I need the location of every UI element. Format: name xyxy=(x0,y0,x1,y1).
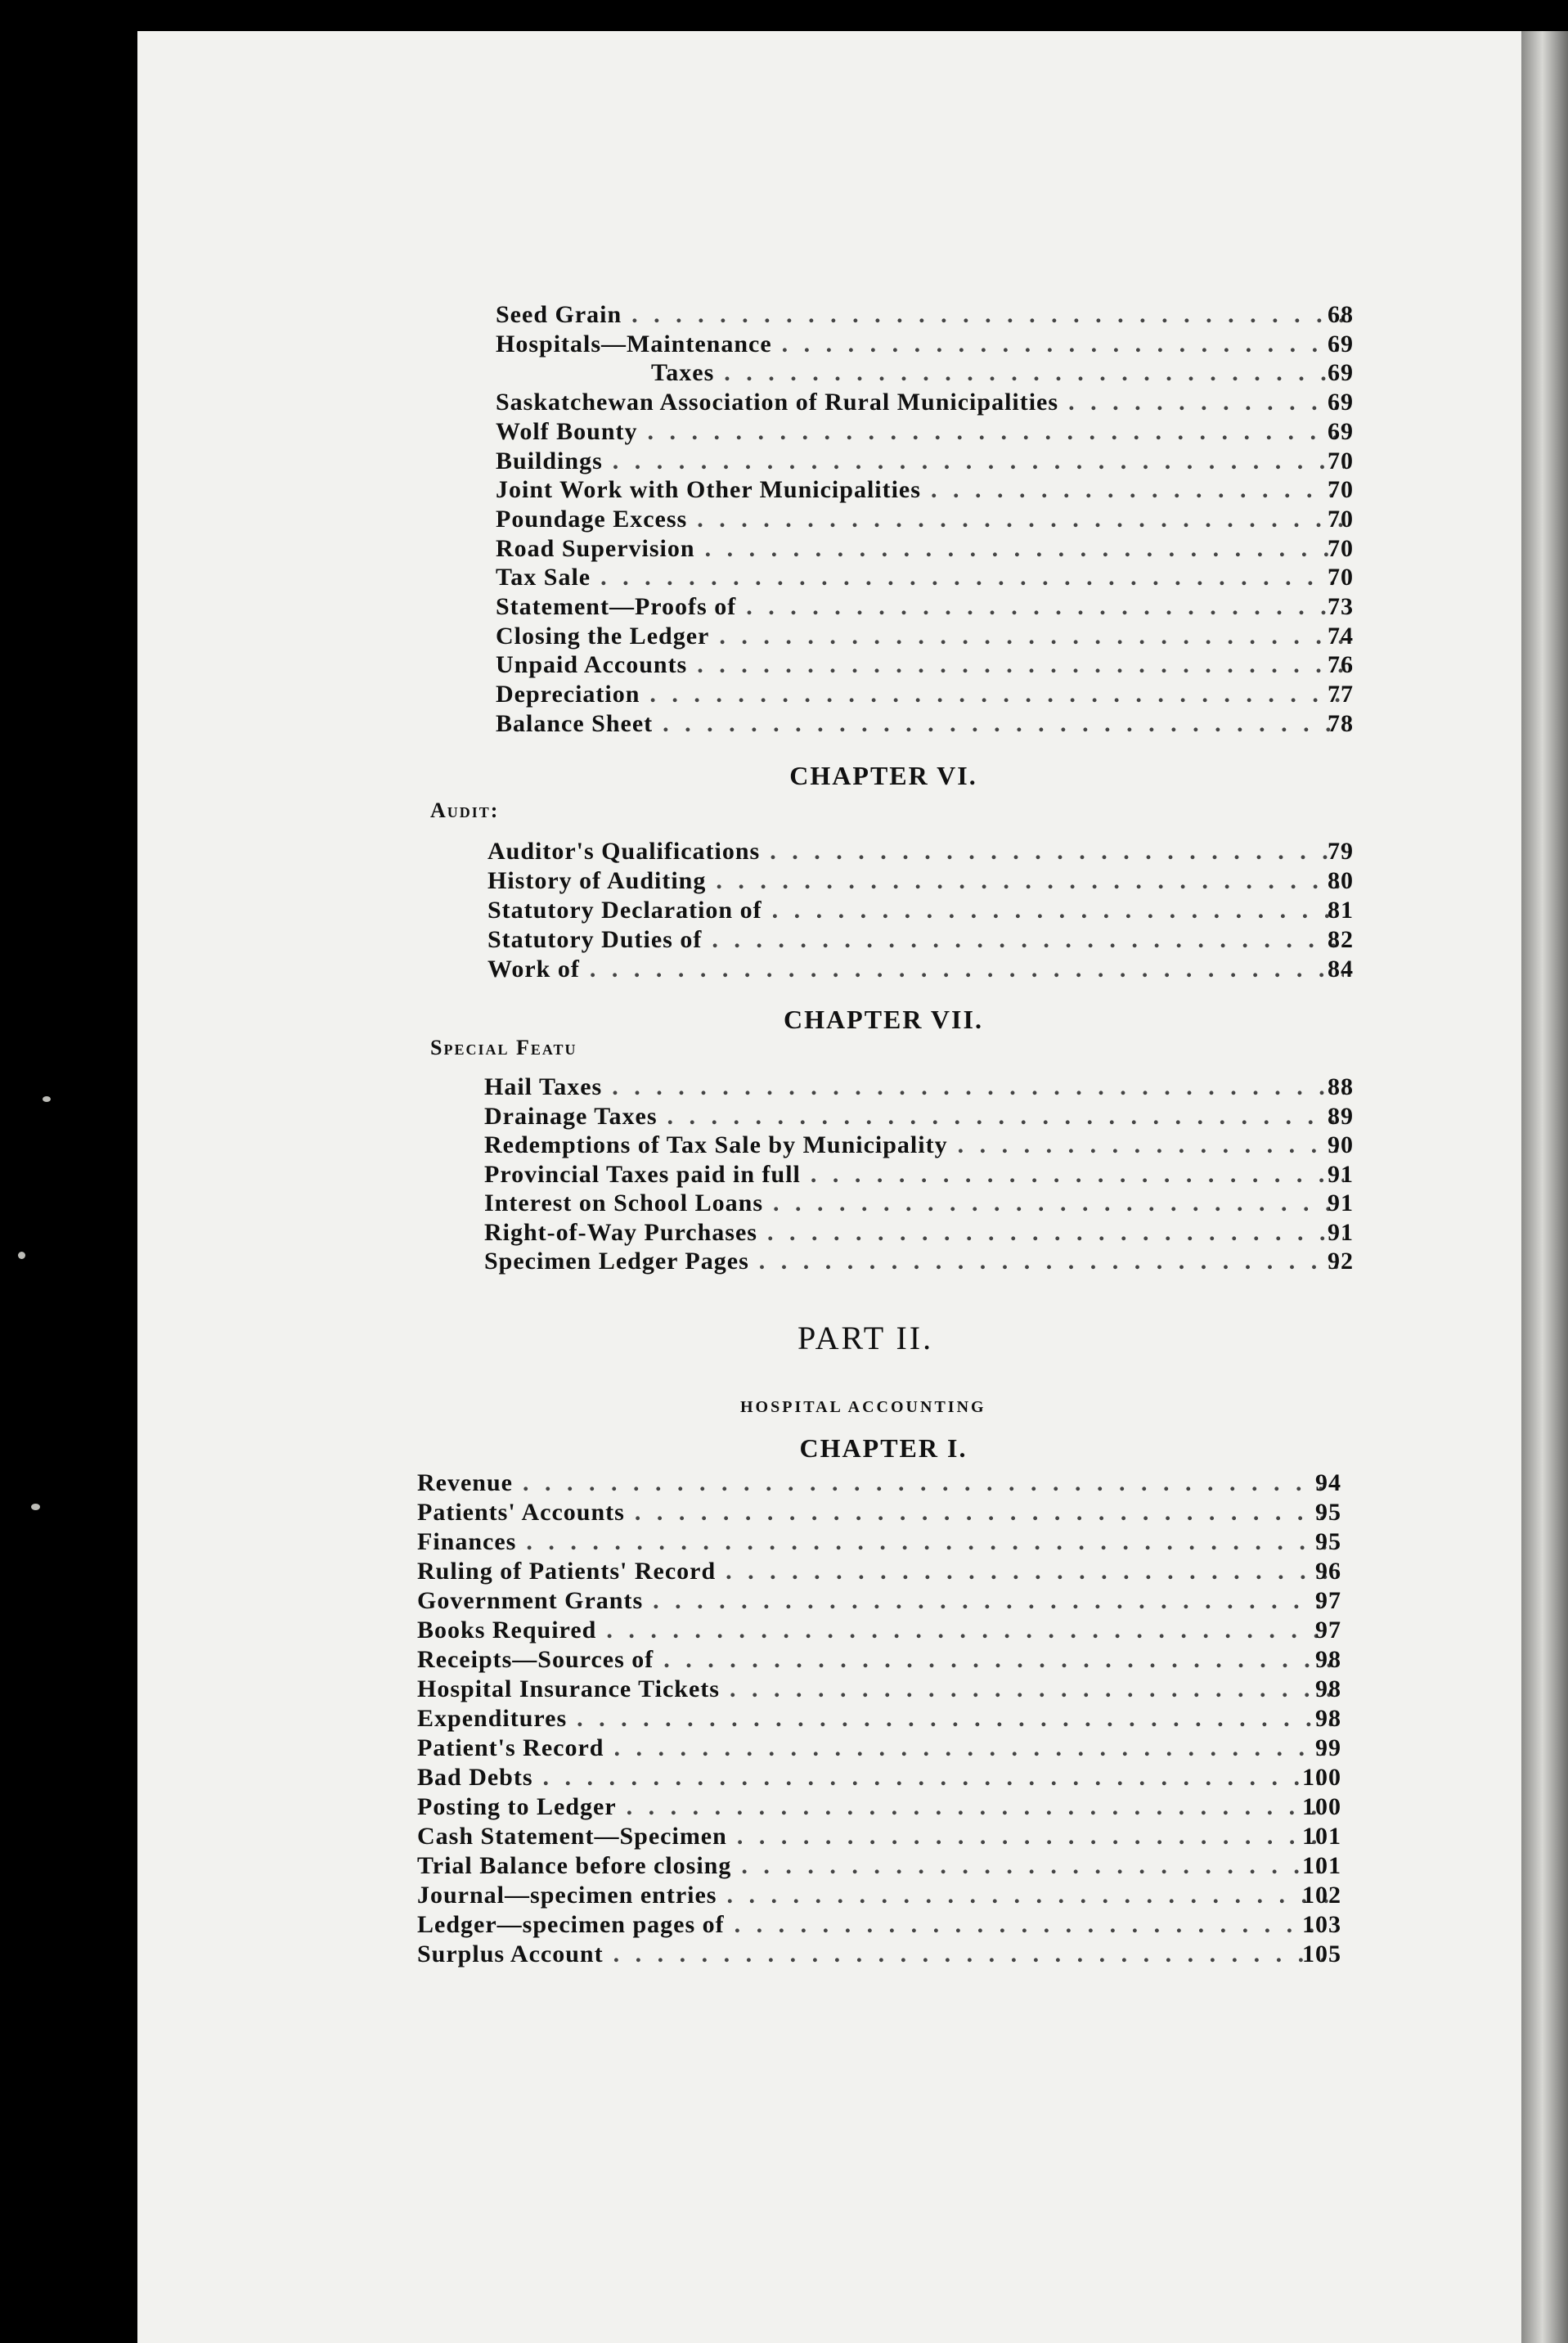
dot-leader xyxy=(735,1911,1332,1939)
toc-entry-page: 89 xyxy=(1328,1102,1354,1130)
toc-entry-label: Surplus Account xyxy=(417,1941,604,1967)
dot-leader xyxy=(648,418,1344,446)
toc-entry-page: 70 xyxy=(1328,447,1354,474)
toc-entry-page: 69 xyxy=(1328,330,1354,358)
toc-entry-page: 78 xyxy=(1328,709,1354,737)
toc-entry-page: 69 xyxy=(1328,389,1354,416)
toc-entry xyxy=(484,1131,1354,1159)
dot-leader xyxy=(667,1103,1344,1131)
toc-entry xyxy=(496,681,1354,708)
dot-leader xyxy=(958,1131,1344,1159)
toc-entry-label: Auditor's Qualifications xyxy=(487,838,761,865)
toc-entry-label: Patient's Record xyxy=(417,1734,604,1761)
dot-leader xyxy=(631,301,1344,329)
toc-entry xyxy=(496,535,1354,563)
toc-entry xyxy=(496,710,1354,738)
chapter7-heading: CHAPTER VII. xyxy=(784,1005,983,1034)
toc-entry-page: 96 xyxy=(1315,1558,1341,1585)
toc-entry xyxy=(496,651,1354,679)
scan-speck xyxy=(43,1096,51,1102)
toc-entry xyxy=(417,1587,1341,1615)
toc-entry xyxy=(417,1911,1341,1939)
chapter6-section-label: Audit: xyxy=(430,798,500,822)
toc-entry xyxy=(484,1103,1354,1131)
toc-entry-label: Joint Work with Other Municipalities xyxy=(496,476,921,504)
toc-entry xyxy=(417,1941,1341,1968)
toc-entry-label: Trial Balance before closing xyxy=(417,1852,732,1879)
toc-entry-page: 70 xyxy=(1328,534,1354,562)
toc-entry-page: 97 xyxy=(1315,1617,1341,1644)
toc-entry-label: Right-of-Way Purchases xyxy=(484,1218,757,1246)
dot-leader xyxy=(613,447,1344,475)
dot-leader xyxy=(737,1823,1332,1851)
dot-leader xyxy=(543,1764,1332,1792)
toc-entry xyxy=(417,1499,1341,1527)
toc-entry xyxy=(484,1073,1354,1101)
toc-entry-page: 98 xyxy=(1315,1646,1341,1673)
toc-entry-label: Hail Taxes xyxy=(484,1073,603,1100)
scan-speck xyxy=(31,1504,40,1510)
dot-leader xyxy=(600,564,1344,591)
toc-entry-label: Interest on School Loans xyxy=(484,1189,763,1216)
toc-entry-label: Receipts—Sources of xyxy=(417,1646,654,1673)
toc-entry xyxy=(417,1617,1341,1644)
toc-entry-label: Revenue xyxy=(417,1469,513,1496)
toc-entry-page: 77 xyxy=(1328,681,1354,708)
toc-entry xyxy=(496,301,1354,329)
toc-entry xyxy=(417,1675,1341,1703)
toc-entry-page: 84 xyxy=(1328,956,1354,983)
toc-entry-label: Statement—Proofs of xyxy=(496,593,737,620)
part2-title: PART II. xyxy=(797,1320,934,1356)
toc-entry xyxy=(484,1248,1354,1275)
dot-leader xyxy=(770,838,1344,866)
toc-entry-label: Buildings xyxy=(496,447,603,474)
toc-entry-page: 98 xyxy=(1315,1675,1341,1702)
toc-entry-page: 69 xyxy=(1328,359,1354,387)
dot-leader xyxy=(782,331,1344,358)
dot-leader xyxy=(649,681,1344,708)
dot-leader xyxy=(1068,389,1344,416)
toc-entry-label: Closing the Ledger xyxy=(496,622,710,650)
dot-leader xyxy=(613,1941,1332,1968)
dot-leader xyxy=(612,1073,1344,1101)
toc-entry xyxy=(496,418,1354,446)
dot-leader xyxy=(577,1705,1332,1733)
dot-leader xyxy=(590,956,1344,983)
toc-entry xyxy=(496,331,1354,358)
toc-entry-label: Statutory Declaration of xyxy=(487,897,762,924)
toc-entry xyxy=(417,1646,1341,1674)
dot-leader xyxy=(719,623,1344,650)
toc-entry-page: 70 xyxy=(1328,505,1354,533)
toc-entry xyxy=(651,359,1354,387)
toc-entry-label: Ledger—specimen pages of xyxy=(417,1911,725,1938)
toc-entry xyxy=(417,1793,1341,1821)
toc-entry-label: Finances xyxy=(417,1528,517,1555)
toc-entry-label: Posting to Ledger xyxy=(417,1793,617,1820)
dot-leader xyxy=(773,1189,1344,1217)
toc-entry-label: Expenditures xyxy=(417,1705,568,1732)
toc-entry-label: Balance Sheet xyxy=(496,709,654,737)
toc-entry-label: Journal—specimen entries xyxy=(417,1882,717,1909)
chapter7-section-label: Special Featu xyxy=(430,1036,577,1059)
dot-leader xyxy=(759,1248,1344,1275)
toc-entry-label: Drainage Taxes xyxy=(484,1102,658,1130)
dot-leader xyxy=(716,867,1344,895)
toc-entry xyxy=(417,1528,1341,1556)
toc-entry-label: Unpaid Accounts xyxy=(496,651,688,679)
toc-entry xyxy=(417,1705,1341,1733)
toc-entry-page: 81 xyxy=(1328,897,1354,924)
toc-entry-page: 70 xyxy=(1328,476,1354,504)
toc-entry-label: Poundage Excess xyxy=(496,505,688,533)
page-edge-shadow xyxy=(1521,31,1568,2343)
toc-entry xyxy=(487,956,1354,983)
dot-leader xyxy=(724,359,1344,387)
dot-leader xyxy=(741,1852,1332,1880)
toc-entry-label: Provincial Taxes paid in full xyxy=(484,1160,801,1188)
toc-entry-page: 95 xyxy=(1315,1528,1341,1555)
toc-entry-page: 88 xyxy=(1328,1073,1354,1100)
part2-subtitle: HOSPITAL ACCOUNTING xyxy=(740,1398,986,1416)
toc-entry-page: 102 xyxy=(1302,1882,1341,1909)
toc-entry xyxy=(484,1219,1354,1247)
toc-entry-label: History of Auditing xyxy=(487,867,707,894)
toc-entry xyxy=(496,623,1354,650)
toc-entry xyxy=(487,926,1354,954)
dot-leader xyxy=(767,1219,1344,1247)
toc-entry-page: 69 xyxy=(1328,417,1354,445)
toc-entry xyxy=(417,1852,1341,1880)
dot-leader xyxy=(653,1587,1332,1615)
dot-leader xyxy=(705,535,1344,563)
toc-entry-label: Patients' Accounts xyxy=(417,1499,625,1526)
dot-leader xyxy=(811,1161,1344,1189)
toc-entry-label: Work of xyxy=(487,956,580,983)
toc-entry-page: 68 xyxy=(1328,301,1354,328)
toc-entry-label: Government Grants xyxy=(417,1587,644,1614)
dot-leader xyxy=(663,1646,1332,1674)
toc-entry-page: 97 xyxy=(1315,1587,1341,1614)
dot-leader xyxy=(627,1793,1332,1821)
toc-entry-label: Tax Sale xyxy=(496,564,591,591)
dot-leader xyxy=(663,710,1344,738)
toc-entry-page: 105 xyxy=(1302,1941,1341,1967)
toc-entry-page: 91 xyxy=(1328,1160,1354,1188)
toc-entry-page: 79 xyxy=(1328,838,1354,865)
toc-entry xyxy=(496,564,1354,591)
toc-entry-page: 95 xyxy=(1315,1499,1341,1526)
toc-entry-label: Ruling of Patients' Record xyxy=(417,1558,717,1585)
toc-entry-page: 100 xyxy=(1302,1793,1341,1820)
toc-entry-page: 101 xyxy=(1302,1852,1341,1879)
toc-entry-page: 94 xyxy=(1315,1469,1341,1496)
toc-entry-label: Taxes xyxy=(651,359,715,387)
toc-entry-page: 73 xyxy=(1328,593,1354,620)
toc-entry-label: Bad Debts xyxy=(417,1764,533,1791)
toc-entry-page: 90 xyxy=(1328,1131,1354,1158)
dot-leader xyxy=(523,1469,1332,1497)
toc-entry-page: 98 xyxy=(1315,1705,1341,1732)
toc-entry xyxy=(417,1734,1341,1762)
toc-entry-label: Cash Statement—Specimen xyxy=(417,1823,727,1850)
toc-entry-page: 76 xyxy=(1328,651,1354,679)
dot-leader xyxy=(730,1675,1332,1703)
toc-entry xyxy=(417,1558,1341,1585)
dot-leader xyxy=(712,926,1344,954)
toc-entry xyxy=(496,447,1354,475)
dot-leader xyxy=(697,651,1344,679)
toc-entry-label: Road Supervision xyxy=(496,534,695,562)
toc-entry-page: 92 xyxy=(1328,1248,1354,1275)
toc-entry-label: Statutory Duties of xyxy=(487,926,703,953)
toc-entry-page: 80 xyxy=(1328,867,1354,894)
dot-leader xyxy=(772,897,1344,924)
toc-entry xyxy=(496,506,1354,533)
toc-entry xyxy=(487,867,1354,895)
toc-entry-label: Books Required xyxy=(417,1617,597,1644)
dot-leader xyxy=(635,1499,1332,1527)
toc-entry xyxy=(496,476,1354,504)
toc-entry-page: 100 xyxy=(1302,1764,1341,1791)
toc-entry xyxy=(417,1882,1341,1909)
toc-entry-label: Depreciation xyxy=(496,681,640,708)
toc-entry xyxy=(487,897,1354,924)
scan-speck xyxy=(18,1252,25,1259)
toc-entry-label: Saskatchewan Association of Rural Municipalities xyxy=(496,389,1059,416)
toc-entry-label: Redemptions of Tax Sale by Municipality xyxy=(484,1131,948,1158)
toc-entry xyxy=(417,1823,1341,1851)
chapter6-heading: CHAPTER VI. xyxy=(789,761,977,790)
toc-entry-label: Wolf Bounty xyxy=(496,417,638,445)
toc-entry-label: Hospitals—Maintenance xyxy=(496,330,772,358)
toc-entry xyxy=(417,1764,1341,1792)
dot-leader xyxy=(697,506,1344,533)
toc-entry-page: 91 xyxy=(1328,1218,1354,1246)
dot-leader xyxy=(606,1617,1332,1644)
toc-entry xyxy=(484,1189,1354,1217)
toc-entry xyxy=(484,1161,1354,1189)
toc-entry-page: 99 xyxy=(1315,1734,1341,1761)
toc-entry-label: Seed Grain xyxy=(496,301,622,328)
toc-entry xyxy=(417,1469,1341,1497)
dot-leader xyxy=(726,1882,1332,1909)
dot-leader xyxy=(931,476,1344,504)
dot-leader xyxy=(726,1558,1332,1585)
toc-entry xyxy=(496,593,1354,621)
part2-chapter-heading: CHAPTER I. xyxy=(799,1433,968,1463)
toc-entry-page: 70 xyxy=(1328,564,1354,591)
toc-entry xyxy=(496,389,1354,416)
dot-leader xyxy=(526,1528,1332,1556)
toc-entry-label: Hospital Insurance Tickets xyxy=(417,1675,720,1702)
toc-entry-label: Specimen Ledger Pages xyxy=(484,1248,749,1275)
toc-entry-page: 91 xyxy=(1328,1189,1354,1216)
dot-leader xyxy=(613,1734,1332,1762)
toc-entry-page: 82 xyxy=(1328,926,1354,953)
toc-entry-page: 74 xyxy=(1328,622,1354,650)
toc-entry-page: 103 xyxy=(1302,1911,1341,1938)
toc-entry xyxy=(487,838,1354,866)
dot-leader xyxy=(746,593,1344,621)
toc-entry-page: 101 xyxy=(1302,1823,1341,1850)
